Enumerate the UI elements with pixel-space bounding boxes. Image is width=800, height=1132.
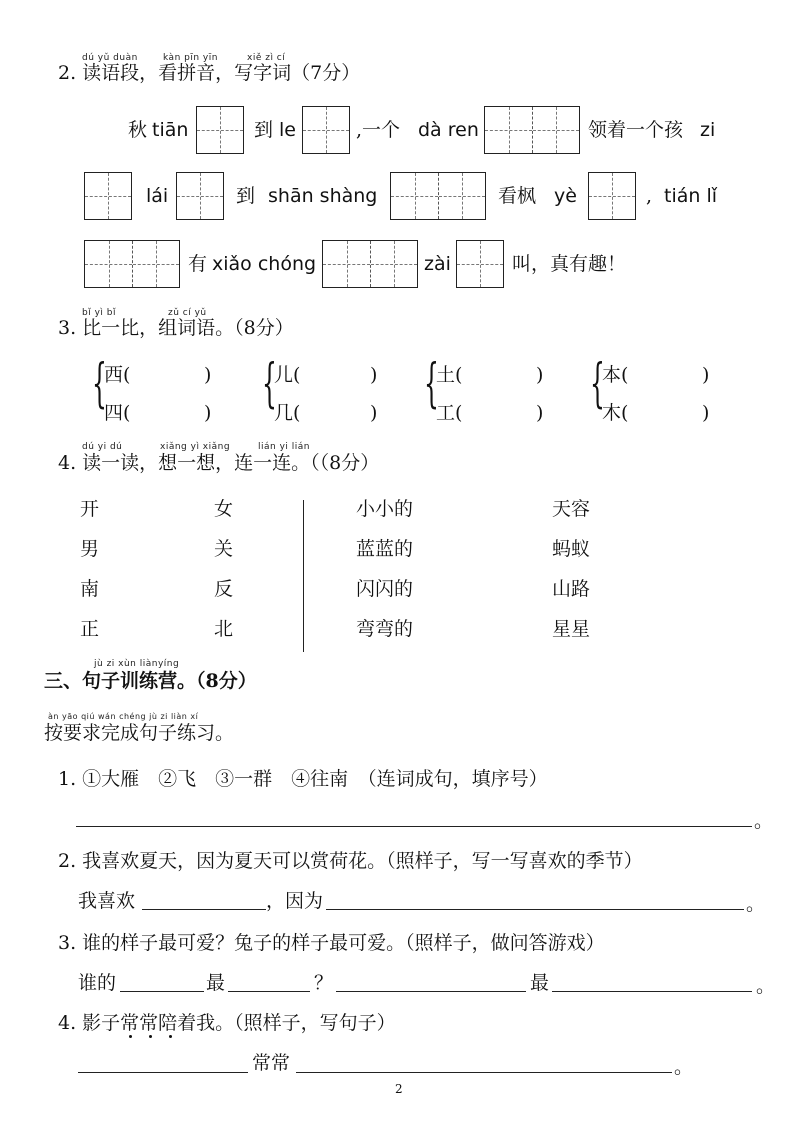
q2-r1-pinyin-d: zi [700,119,716,141]
q3-brace-4: { [590,354,605,414]
q2-r3-grid-b[interactable] [322,240,418,288]
q2-r2-grid-d[interactable] [588,172,636,220]
q3-pair2-a-close: ) [370,364,378,386]
q2-r1-text-d: 领着一个孩 [588,119,684,141]
s3-item4-a: 常常 [252,1052,291,1074]
q4-left-a-2[interactable]: 男 [80,538,100,560]
q2-r3-pinyin-b: zài [424,253,451,275]
s3-title: 三、句子训练营。（8分） [44,670,257,692]
s3-instruction: 按要求完成句子练习。 [44,722,235,744]
q2-r1-text-a: 秋 [128,119,148,141]
q3-pair4-a: 本( [602,364,629,386]
q2-r2-pinyin-b: shān shàng [268,185,378,207]
q3-pinyin-2: zǔ cí yǔ [168,308,207,318]
q2-r3-grid-a[interactable] [84,240,180,288]
s3-item2: 2. 我喜欢夏天，因为夏天可以赏荷花。（照样子，写一写喜欢的季节） [58,850,643,872]
q2-r1-text-c: ,一个 [356,119,401,141]
s3-item4-blank-1[interactable] [78,1072,248,1073]
s3-item3-d: 最 [530,972,550,994]
q3-brace-3: { [424,354,439,414]
q3-pair1-a-close: ) [204,364,212,386]
q4-left-b-3[interactable]: 反 [214,578,234,600]
q3-pair3-b: 工( [436,402,463,424]
s3-item1-answer-line[interactable] [76,826,752,827]
q4-left-a-4[interactable]: 正 [80,618,100,640]
q3-brace-2: { [262,354,277,414]
q2-r2-grid-c[interactable] [390,172,486,220]
q2-r2-pinyin-d: tián lǐ [664,185,718,207]
q2-title: 2. 读语段，看拼音，写字词（7分） [58,62,361,84]
s3-item3-end: 。 [756,975,776,997]
q2-r3-text-b: 叫，真有趣！ [512,253,627,275]
s3-item3-blank-1[interactable] [120,991,204,992]
q4-right-a-2[interactable]: 蓝蓝的 [356,538,414,560]
q2-r2-text-b: 到 [236,185,256,207]
q4-right-a-3[interactable]: 闪闪的 [356,578,414,600]
q4-right-a-4[interactable]: 弯弯的 [356,618,414,640]
q3-pair2-a: 儿( [274,364,301,386]
q2-pinyin-2: kàn pīn yīn [163,53,218,63]
q2-r3-grid-c[interactable] [456,240,504,288]
emphasis-dot-2 [149,1035,152,1038]
q2-r2-text-c: 看枫 [498,185,537,207]
q3-pair1-b-close: ) [204,402,212,424]
q3-pair3-b-close: ) [536,402,544,424]
q4-left-b-1[interactable]: 女 [214,498,234,520]
q3-pair3-a-close: ) [536,364,544,386]
s3-item3-b: 最 [206,972,226,994]
q4-pinyin-2: xiǎng yì xiǎng [160,442,231,452]
q3-title: 3. 比一比，组词语。（8分） [58,317,294,339]
q4-pinyin-3: lián yi lián [258,442,310,452]
q4-right-b-2[interactable]: 蚂蚁 [552,538,591,560]
s3-item4: 4. 影子常常陪着我。（照样子，写句子） [58,1012,396,1034]
s3-item2-end: 。 [746,893,766,915]
q3-pair3-a: 土( [436,364,463,386]
s3-item1: 1. ①大雁 ②飞 ③一群 ④往南 （连词成句，填序号） [58,768,548,790]
q2-r2-grid-a[interactable] [84,172,132,220]
q2-r3-pinyin-a: xiǎo chóng [212,253,317,275]
s3-item3-blank-3[interactable] [336,991,526,992]
q2-r1-pinyin-a: tiān [152,119,189,141]
s3-item3-blank-4[interactable] [552,991,752,992]
q3-pair2-b-close: ) [370,402,378,424]
s3-item3-a: 谁的 [78,972,117,994]
q4-left-a-1[interactable]: 开 [80,498,100,520]
s3-item4-blank-2[interactable] [296,1072,672,1073]
q2-r1-grid-a[interactable] [196,106,244,154]
q4-right-a-1[interactable]: 小小的 [356,498,414,520]
emphasis-dot-1 [129,1035,132,1038]
q3-pinyin-1: bǐ yì bǐ [82,308,116,318]
q4-right-b-3[interactable]: 山路 [552,578,591,600]
s3-item3-c: ？ [314,972,334,994]
q3-pair4-a-close: ) [702,364,710,386]
q3-pair4-b: 木( [602,402,629,424]
q2-r2-pinyin-a: lái [146,185,169,207]
s3-item4-end: 。 [674,1056,694,1078]
q4-divider [303,500,304,652]
q3-brace-1: { [92,354,107,414]
q2-r2-pinyin-c: yè [554,185,577,207]
s3-instr-pinyin: àn yāo qiú wán chéng jù zi liàn xí [48,712,199,721]
s3-item3-blank-2[interactable] [228,991,310,992]
s3-item2-blank-1[interactable] [142,909,266,910]
q4-pinyin-1: dú yi dú [82,442,123,452]
q4-title: 4. 读一读，想一想，连一连。（（8分） [58,452,380,474]
q2-r1-grid-c[interactable] [484,106,580,154]
s3-pinyin: jù zi xùn liànyíng [94,659,180,669]
q2-r1-grid-b[interactable] [302,106,350,154]
q4-left-b-4[interactable]: 北 [214,618,234,640]
s3-item3: 3. 谁的样子最可爱？兔子的样子最可爱。（照样子，做问答游戏） [58,932,605,954]
q2-r2-grid-b[interactable] [176,172,224,220]
q2-pinyin-1: dú yǔ duàn [82,53,138,63]
q2-r1-text-b: 到 [254,119,274,141]
q4-right-b-4[interactable]: 星星 [552,618,591,640]
s3-item2-prefix: 我喜欢 [78,890,136,912]
q2-r3-text-a: 有 [188,253,208,275]
q4-right-b-1[interactable]: 天容 [552,498,591,520]
q4-left-a-3[interactable]: 南 [80,578,100,600]
q3-pair1-a: 西( [104,364,131,386]
s3-item2-mid: ，因为 [266,890,324,912]
q2-pinyin-3: xiě zì cí [247,53,286,63]
s3-item2-blank-2[interactable] [326,909,744,910]
q3-pair4-b-close: ) [702,402,710,424]
page-number: 2 [395,1082,403,1096]
q2-r1-pinyin-c: dà ren [418,119,479,141]
q2-r2-text-d: , [646,185,653,207]
s3-item1-end: 。 [754,810,774,832]
q4-left-b-2[interactable]: 关 [214,538,234,560]
q2-r1-pinyin-b: le [279,119,296,141]
q3-pair1-b: 四( [104,402,131,424]
q3-pair2-b: 几( [274,402,301,424]
emphasis-dot-3 [169,1035,172,1038]
